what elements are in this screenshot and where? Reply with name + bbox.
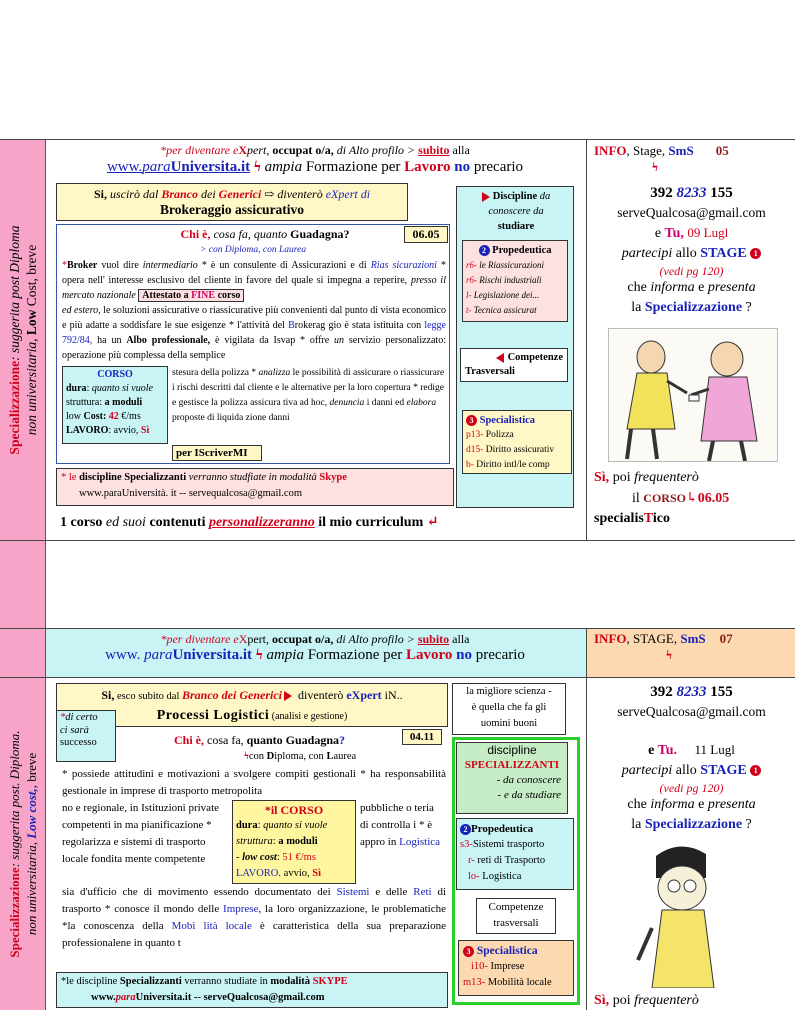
number-1-icon: 1 (750, 248, 761, 259)
lightning-icon: ϟ (666, 647, 672, 662)
lightning-icon: ϟ (652, 159, 658, 174)
s1-broker-paragraph: *Broker vuol dire intermediario * è un consulente di Assicurazioni e di Rias sicurazioni * opera nell' interesse esclusivo del cliente in favore del quale si impegna a reperire, presso il mercato nazionale Attestato a FINE corso ed estero, le soluzioni assicurative o riassicurative più convenienti dal punto di vista economico e più adatte a soddisfare le sue esigenze * l'attività del Brokerag gio è stata istituita con legge 792/84, ha un Albo professionale, è vigilata da Isvap * offre un servizio personalizzato: operazione più complessa della semplice (62, 260, 446, 361)
s2-header: *per diventare eXpert, occupat o/a, di Alto profilo > subito alla www. paraUniversita.it ϟ ampia Formazione per Lavoro no precario (105, 632, 525, 663)
triangle-icon (284, 691, 292, 701)
s2-discipline-title-box: discipline SPECIALIZZANTI - da conoscere - e da studiare (456, 742, 568, 814)
hdr-x: X (238, 143, 248, 157)
s1-specialistica-box: 3 Specialistica p13- Polizza d15- Diritto assicurativ b- Diritto intl/le comp (462, 410, 572, 474)
s2-left-column: no e regionale, in Istituzioni private competenti in ma pianificazione * regolarizza e sistemi di trasporto locale fondita mente competente (62, 802, 220, 865)
site-link[interactable]: www.paraUniversita.it (106, 159, 251, 175)
txt: diventerò (274, 187, 326, 201)
attestato-badge: Attestato a FINE corso (138, 289, 244, 302)
s1-polizza-paragraph: stesura della polizza * analizza le possibilità di assicurare o riassicurare i rischi descritti dal cliente e le alternative per la loro copertura * redige e gestisce la polizza assicura tiva ad hoc, denuncia i danni ed elabora proposte di liquida zione danni (172, 368, 445, 423)
s2-competenze-box: Competenze trasversali (476, 898, 556, 934)
section1-side-label (0, 140, 46, 540)
s1-contact-panel: 392 8233 155 serveQualcosa@gmail.com e Tu, 09 Lugl partecipi allo STAGE 1 (vedi pg 120) che informa e presenta la Specializzazione ? (588, 183, 795, 318)
s1-competenze-box: Competenze Trasversali (460, 348, 568, 382)
hdr-text: Formazione per (305, 159, 405, 175)
triangle-icon (482, 192, 490, 202)
hdr-text: di Alto profilo > (333, 143, 419, 157)
hdr-occ: occupat o/a, (272, 143, 334, 157)
hdr-subito: subito (418, 143, 450, 157)
s2-frequentero: Sì, poi frequenterò (594, 993, 699, 1008)
side-title: Specializzazione (6, 360, 22, 455)
contact-email[interactable]: serveQualcosa@gmail.com (617, 205, 766, 220)
hdr-text: alla (449, 143, 470, 157)
s2-specialistica-box: 3 Specialistica i10- Imprese m13- Mobilità locale (458, 940, 574, 996)
arrow-icon: ⇨ (264, 187, 275, 201)
section1-divider (586, 140, 587, 540)
spacer-side-2 (0, 629, 46, 677)
s2-contact-panel: 392 8233 155 serveQualcosa@gmail.com e Tu. 11 Lugl partecipi allo STAGE 1 (vedi pg 120) che informa e presenta la Specializzazione ? (588, 682, 795, 835)
txt: cosa fa, quanto (213, 227, 291, 241)
s1-frequentero: Sì, poi frequenterò il CORSO↳06.05 specialisTico (594, 470, 730, 526)
s2-cartoon-illustration (632, 838, 728, 988)
corso-title: CORSO (97, 369, 133, 380)
s1-propedeutica-box: 2 Propedeutica r6- le Riassicurazioni r6- Rischi industriali l- Legislazione dei... t- Tecnica assicurat (462, 240, 568, 322)
section1-bottom-rule (0, 540, 795, 541)
s2-scienza-box: la migliore scienza - è quella che fa gli uomini buoni (452, 683, 566, 735)
txt: Guadagna? (290, 227, 350, 241)
txt: dei (198, 187, 219, 201)
site-link[interactable]: www. paraUniversita.it (105, 647, 253, 663)
s1-header (50, 142, 580, 177)
s1-guadagna-line (140, 226, 390, 242)
spacer-side (0, 541, 46, 628)
section2-header-rule (0, 677, 795, 678)
s2-paragraph-1: * possiede attitudini e motivazioni a svolgere compiti gestionali * ha responsabilità gestionale in imprese di trasporto metropolita (62, 768, 446, 797)
triangle-icon (496, 353, 504, 363)
s2-propedeutica-box: 2 Propedeutica s3-Sistemi trasporto r- reti di Trasporto lo- Logistica (456, 818, 574, 890)
number-2-icon: 2 (479, 245, 490, 256)
number-3-icon: 3 (463, 946, 474, 957)
hdr-text: pert, (247, 143, 273, 157)
lightning-icon: ϟ (253, 159, 261, 175)
s1-date-badge: 06.05 (404, 226, 448, 243)
s2-corso-box: *il CORSO dura: quanto si vuole struttura: a moduli - low cost: 51 €/ms LAVORO. avvio, Sì (232, 800, 356, 884)
side-text3: Cost, breve (23, 244, 39, 310)
txt: Generici (218, 187, 262, 201)
s1-corso-box: CORSO dura: quanto si vuole struttura: a moduli low Cost: 42 €/ms LAVORO: avvio, Sì (62, 366, 168, 444)
number-2-icon: 2 (460, 824, 471, 835)
s2-guad-sub: ϟcon Diploma, con Laurea (244, 751, 357, 762)
hdr-text: ampia (260, 159, 306, 175)
txt: eXpert di (325, 187, 371, 201)
side-text: : suggerita post Diploma (6, 225, 22, 361)
section2-divider (586, 629, 587, 1010)
txt: uscirò dal (106, 187, 162, 201)
side-text2: non universitaria, (23, 335, 39, 436)
hdr-text: *per diventare e (160, 143, 239, 157)
s2-paragraph-2: sia d'ufficio che di movimento essendo documentato dei Sistemi e delle Reti di trasporto * conosce il mondo delle Imprese, la loro organizzazione, le problematiche *la conoscenza della Mobi lità locale è caratteristica della sua preparazione professionalene in quanto t (62, 886, 447, 949)
s1-curriculum-line: 1 corso ed suoi contenuti personalizzeranno il mio curriculum ↵ (60, 515, 439, 530)
s1-cartoon-illustration (608, 328, 778, 462)
lightning-icon: ϟ (244, 751, 249, 762)
s1-guad-sub: > con Diploma, con Laurea (200, 245, 307, 255)
return-arrow-icon: ↵ (426, 515, 439, 530)
txt: Branco (161, 187, 198, 201)
side-low: Low (23, 309, 39, 336)
s1-skype-box: * le discipline Specializzanti verranno studfiate in modalità Skype www.paraUniversità. it -- servequalcosa@gmail.com (56, 468, 454, 506)
contact-email[interactable]: serveQualcosa@gmail.com (617, 704, 766, 719)
section1-top-rule (0, 139, 795, 140)
s1-info-header: INFO, Stage, SmS 05 ϟ (594, 143, 789, 175)
s1-broker-title-box (56, 183, 408, 221)
txt: Si, (93, 187, 107, 201)
section2-side-label: Specializzazione: suggerita post. Diploma. non universitaria, Low cost,, breve (0, 678, 46, 1010)
broker-title: Brokeraggio assicurativo (159, 202, 305, 217)
number-1-icon: 1 (750, 765, 761, 776)
hdr-no: no (454, 159, 474, 175)
s2-right-column: pubbliche o teria di controlla i * è appro in Logistica (360, 802, 441, 848)
skype-contacts: www.paraUniversità. it -- servequalcosa@gmail.com (79, 488, 302, 499)
s2-logistics-title-box: Si, esco subito dal Branco dei Generici diventerò eXpert iN.. Processi Logistici (analisi e gestione) (56, 683, 448, 727)
txt: Chi è, (180, 227, 211, 241)
s1-discipline-title: Discipline da conoscere da studiare (460, 189, 572, 234)
number-3-icon: 3 (466, 415, 477, 426)
s2-date-badge: 04.11 (402, 729, 442, 745)
s2-skype-box: *le discipline Specializzanti verranno studiate in modalità SKYPE www.paraUniversita.it -- serveQualcosa@gmail.com (56, 972, 448, 1008)
s2-guadagna-line: Chi è, cosa fa, quanto Guadagna? (174, 733, 346, 747)
hdr-lavoro: Lavoro (404, 159, 455, 175)
hdr-text: precario (473, 159, 524, 175)
s2-info-header: INFO, STAGE, SmS 07 ϟ (594, 631, 789, 663)
lightning-icon: ϟ (255, 647, 263, 663)
iscrivermi-button[interactable]: per IScriverMI (172, 445, 262, 461)
s2-successo-box: *di certo ci sarà successo (56, 710, 116, 762)
